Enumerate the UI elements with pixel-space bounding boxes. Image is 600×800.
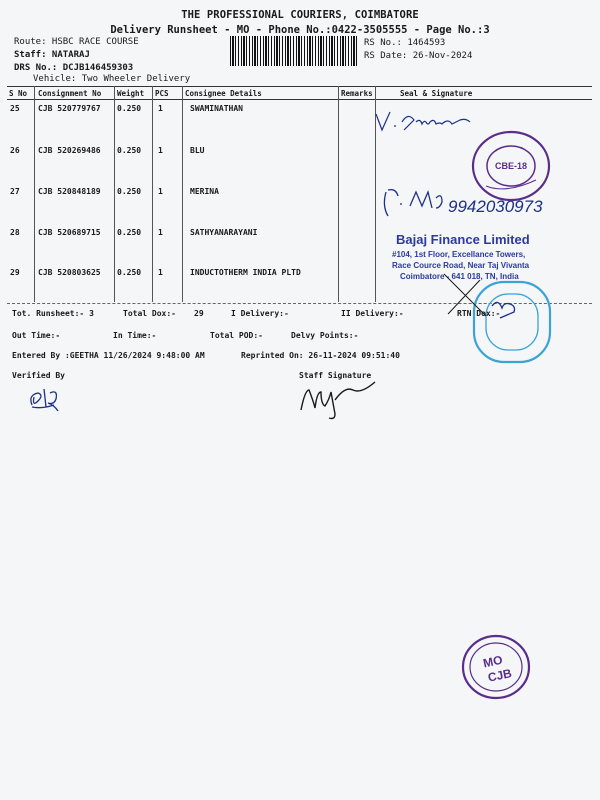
row-consignee: SATHYANARAYANI bbox=[190, 228, 258, 237]
row-sno: 26 bbox=[10, 146, 20, 155]
row-sno: 29 bbox=[10, 268, 20, 277]
row-pcs: 1 bbox=[158, 268, 163, 277]
row-pcs: 1 bbox=[158, 104, 163, 113]
row-weight: 0.250 bbox=[117, 187, 142, 196]
staff-signature bbox=[295, 380, 385, 420]
verified-by-label: Verified By bbox=[12, 371, 65, 380]
header-weight: Weight bbox=[117, 89, 145, 98]
round-stamp-mo-cjb bbox=[458, 632, 534, 702]
vehicle-label: Vehicle: Two Wheeler Delivery bbox=[33, 74, 191, 84]
drs-number: DRS No.: DCJB146459303 bbox=[14, 63, 134, 73]
reprinted-on: Reprinted On: 26-11-2024 09:51:40 bbox=[241, 351, 400, 360]
row-consignment: CJB 520689715 bbox=[38, 228, 101, 237]
table-header-border bbox=[7, 99, 592, 100]
row-consignee: BLU bbox=[190, 146, 205, 155]
column-divider bbox=[34, 86, 35, 302]
header-consignee: Consignee Details bbox=[185, 89, 262, 98]
bajaj-stamp-address-3: Coimbatore - 641 018, TN, India bbox=[400, 272, 519, 281]
table-top-border bbox=[7, 86, 592, 87]
row-consignment: CJB 520803625 bbox=[38, 268, 101, 277]
row-consignee: MERINA bbox=[190, 187, 219, 196]
row-weight: 0.250 bbox=[117, 228, 142, 237]
stamp-cbe-text: CBE-18 bbox=[494, 161, 528, 171]
row-sno: 25 bbox=[10, 104, 20, 113]
rs-date: RS Date: 26-Nov-2024 bbox=[364, 51, 473, 61]
entered-by: Entered By :GEETHA 11/26/2024 9:48:00 AM bbox=[12, 351, 205, 360]
row-consignment: CJB 520848189 bbox=[38, 187, 101, 196]
header-remarks: Remarks bbox=[341, 89, 373, 98]
bajaj-stamp-name: Bajaj Finance Limited bbox=[396, 232, 530, 247]
row-weight: 0.250 bbox=[117, 146, 142, 155]
rs-number: RS No.: 1464593 bbox=[364, 38, 446, 48]
round-stamp-cbe bbox=[466, 126, 556, 206]
row-sno: 27 bbox=[10, 187, 20, 196]
row-pcs: 1 bbox=[158, 146, 163, 155]
total-dox-label: Total Dox:- bbox=[123, 309, 176, 318]
total-dox-value: 29 bbox=[194, 309, 204, 318]
barcode bbox=[230, 36, 358, 66]
verifier-signature bbox=[26, 383, 86, 411]
total-pod-label: Total POD:- bbox=[210, 331, 263, 340]
header-seal: Seal & Signature bbox=[400, 89, 473, 98]
row-pcs: 1 bbox=[158, 187, 163, 196]
delvy-points-label: Delvy Points:- bbox=[291, 331, 359, 340]
column-divider bbox=[338, 86, 339, 302]
staff-label: Staff: NATARAJ bbox=[14, 50, 90, 60]
column-divider bbox=[182, 86, 183, 302]
rtn-dox-label: RTN Dox:- bbox=[457, 309, 501, 318]
pen-stroke bbox=[440, 270, 490, 320]
bajaj-stamp-address-2: Race Cource Road, Near Taj Vivanta bbox=[392, 261, 530, 270]
header-sno: S No bbox=[9, 89, 28, 98]
in-time-label: In Time:- bbox=[113, 331, 157, 340]
tot-runsheet: Tot. Runsheet:- 3 bbox=[12, 309, 94, 318]
i-delivery-label: I Delivery:- bbox=[231, 309, 289, 318]
route-label: Route: HSBC RACE COURSE bbox=[14, 37, 139, 47]
row-pcs: 1 bbox=[158, 228, 163, 237]
header-consignment: Consignment No bbox=[38, 89, 102, 98]
ii-delivery-label: II Delivery:- bbox=[341, 309, 404, 318]
out-time-label: Out Time:- bbox=[12, 331, 61, 340]
row-consignment: CJB 520269486 bbox=[38, 146, 101, 155]
row-consignment: CJB 520779767 bbox=[38, 104, 101, 113]
handwritten-phone: 9942030973 bbox=[448, 197, 543, 216]
column-divider bbox=[152, 86, 153, 302]
row-weight: 0.250 bbox=[117, 268, 142, 277]
header-pcs: PCS bbox=[155, 89, 169, 98]
row-weight: 0.250 bbox=[117, 104, 142, 113]
runsheet-subtitle: Delivery Runsheet - MO - Phone No.:0422-3505555 - Page No.:3 bbox=[110, 24, 490, 36]
stamp-cjb-text: CJB bbox=[486, 666, 514, 685]
staff-signature-label: Staff Signature bbox=[299, 371, 372, 380]
row-consignee: SWAMINATHAN bbox=[190, 104, 243, 113]
row-consignee: INDUCTOTHERM INDIA PLTD bbox=[190, 268, 301, 277]
stamp-mo-text: MO bbox=[481, 652, 504, 671]
row-sno: 28 bbox=[10, 228, 20, 237]
column-divider bbox=[114, 86, 115, 302]
document-title: THE PROFESSIONAL COURIERS, COIMBATORE bbox=[181, 9, 419, 21]
bajaj-stamp-address-1: #104, 1st Floor, Excellance Towers, bbox=[392, 250, 526, 259]
